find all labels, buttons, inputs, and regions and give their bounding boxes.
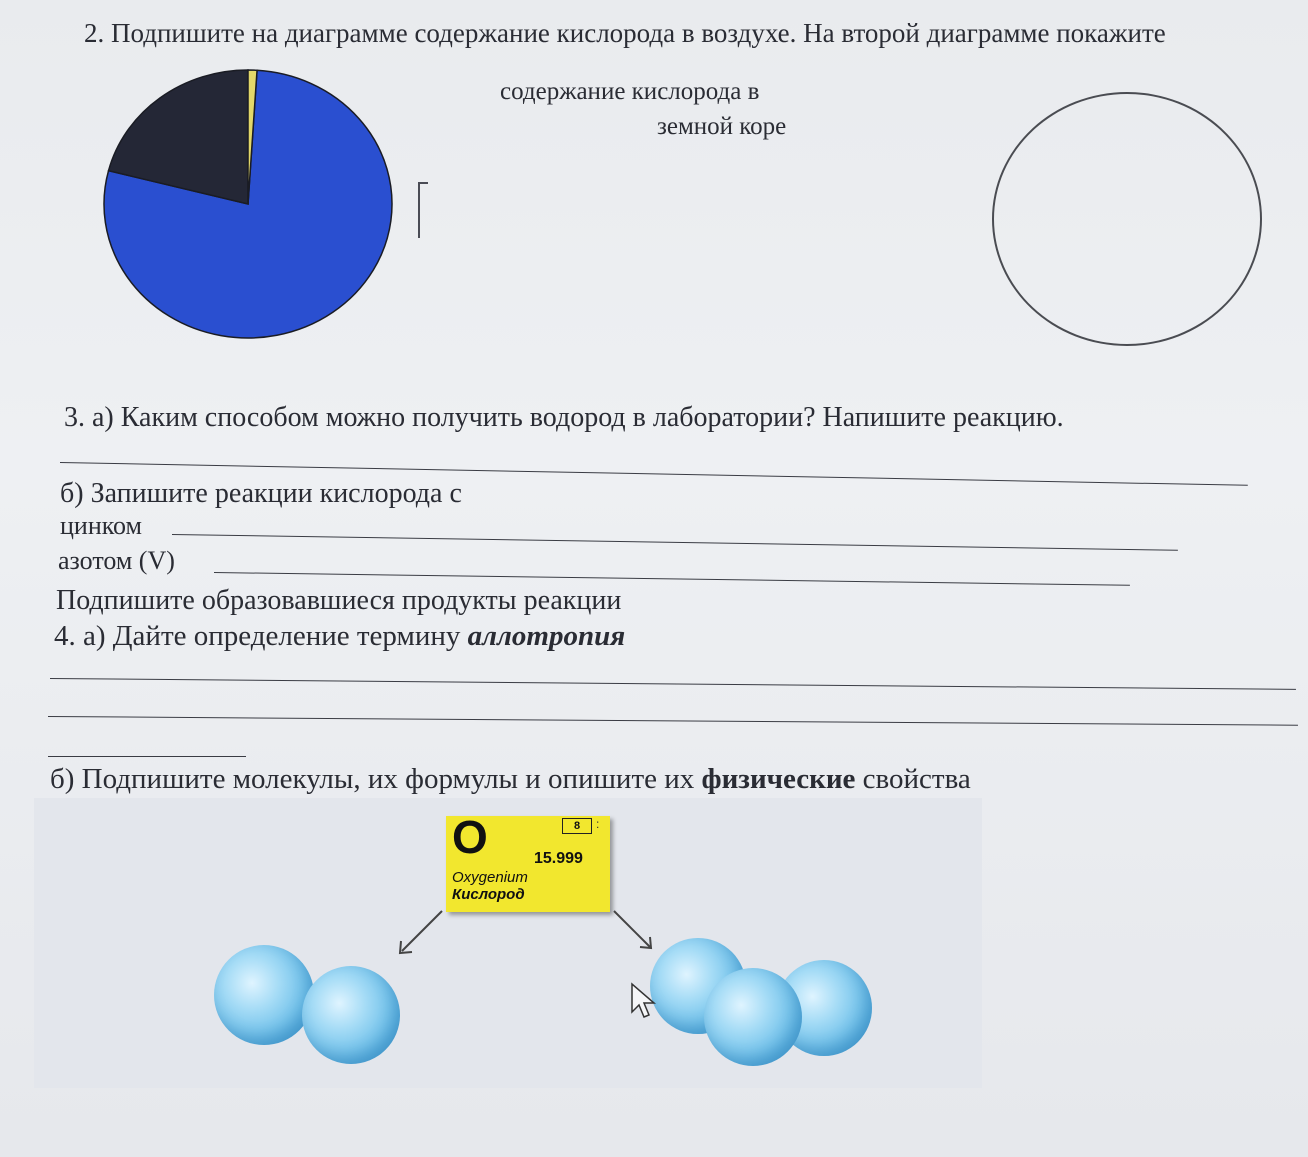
zinc-label: цинком bbox=[60, 511, 143, 540]
answer-line-4a-2[interactable] bbox=[48, 716, 1298, 726]
electron-dots-icon: : bbox=[596, 817, 600, 831]
mouse-cursor-icon bbox=[630, 982, 660, 1022]
answer-line-nitrogen[interactable] bbox=[214, 572, 1130, 586]
russian-name: Кислород bbox=[452, 886, 525, 903]
task2-line1: 2. Подпишите на диаграмме содержание кислорода в воздухе. На второй диаграмме покажите bbox=[84, 18, 1166, 48]
bracket-mark bbox=[418, 182, 428, 238]
oxygen-element-card bbox=[446, 811, 610, 912]
answer-line-zinc[interactable] bbox=[172, 534, 1178, 551]
task3a-text: 3. а) Каким способом можно получить водород в лаборатории? Напишите реакцию. bbox=[64, 402, 1064, 433]
answer-line-4a-1[interactable] bbox=[50, 678, 1296, 690]
nitrogen-label: азотом (V) bbox=[58, 546, 175, 575]
answer-line-4a-3[interactable] bbox=[48, 756, 246, 757]
latin-name: Oxygenium bbox=[452, 869, 528, 886]
o3-atom-2 bbox=[704, 968, 802, 1066]
task4b-suffix: свойства bbox=[855, 763, 971, 795]
element-symbol: O bbox=[452, 811, 488, 863]
task4a-text bbox=[54, 620, 625, 653]
empty-crust-diagram-circle[interactable] bbox=[992, 92, 1262, 346]
task3b-text: б) Запишите реакции кислорода с bbox=[60, 478, 462, 509]
atomic-mass: 15.999 bbox=[534, 850, 583, 867]
atomic-number: 8 bbox=[562, 818, 592, 834]
task4b-prefix: б) Подпишите молекулы, их формулы и опишите их bbox=[50, 763, 702, 795]
arrow-left-icon bbox=[390, 905, 450, 960]
oxygen-air-pie-chart bbox=[98, 68, 398, 340]
products-text: Подпишите образовавшиеся продукты реакции bbox=[56, 585, 622, 616]
pie-svg bbox=[98, 68, 398, 340]
task4a-prefix: 4. а) Дайте определение термину bbox=[54, 620, 468, 652]
physical-word: физические bbox=[701, 763, 856, 795]
task4b-text bbox=[50, 763, 971, 796]
o2-atom-2 bbox=[302, 966, 400, 1064]
task2-line3: земной коре bbox=[657, 113, 787, 140]
task2-line2: содержание кислорода в bbox=[500, 78, 760, 105]
o2-atom-1 bbox=[214, 945, 314, 1045]
allotropy-term: аллотропия bbox=[467, 620, 626, 652]
arrow-right-icon bbox=[610, 905, 660, 955]
